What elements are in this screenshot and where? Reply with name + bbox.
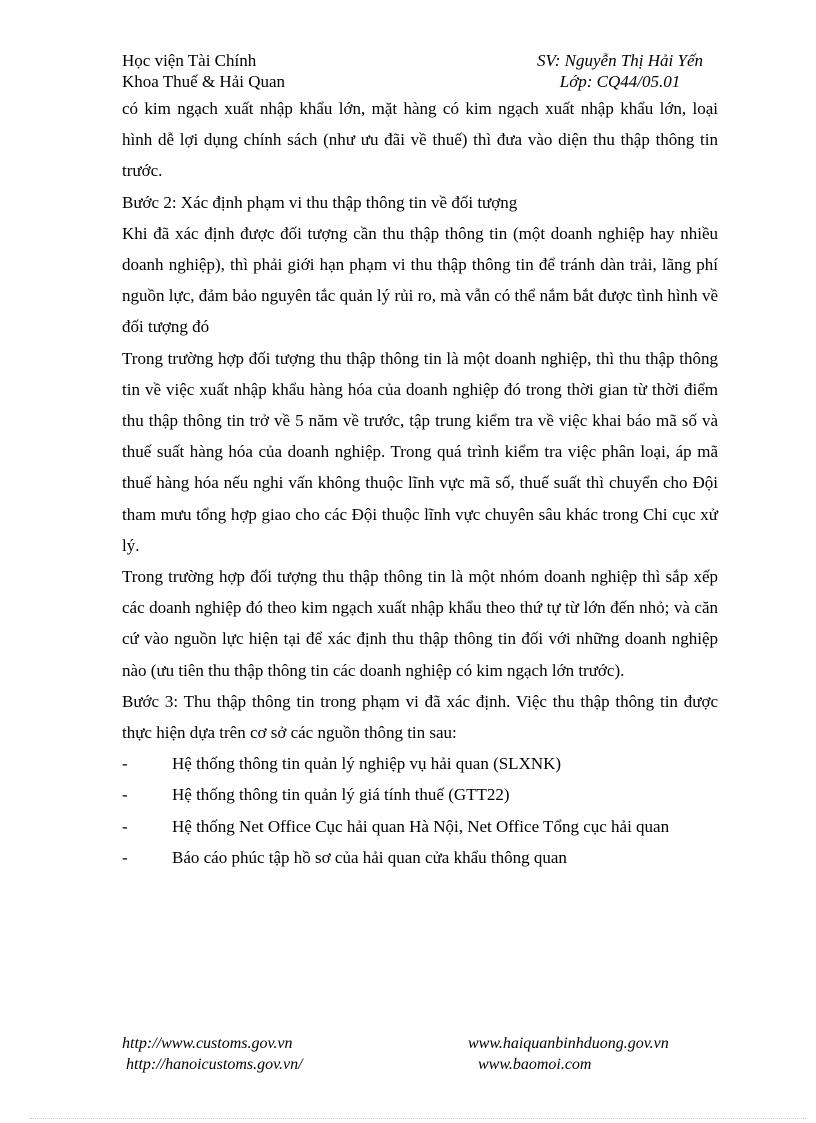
step-heading: Bước 2: Xác định phạm vi thu thập thông tin về đối tượng <box>122 192 518 212</box>
page-bottom-divider <box>30 1118 806 1119</box>
faculty-name: Khoa Thuế & Hải Quan <box>122 72 286 91</box>
bullet-marker: - <box>122 785 128 805</box>
bullet-item <box>122 779 718 810</box>
paragraph: Trong trường hợp đối tượng thu thập thông tin là một nhóm doanh nghiệp thì sắp xếp các doanh nghiệp đó theo kim ngạch xuất nhập khẩu theo thứ tự từ lớn đến nhỏ; và căn cứ vào nguồn lực hiện tại để xác định thu thập thông tin đối với những doanh nghiệp nào (ưu tiên thu thập thông tin các doanh nghiệp có kim ngạch lớn trước). <box>122 567 718 680</box>
page-header-right <box>500 50 740 92</box>
paragraph: Khi đã xác định được đối tượng cần thu thập thông tin (một doanh nghiệp hay nhiều doanh nghiệp), thì phải giới hạn phạm vi thu thập thông tin để tránh dàn trải, lãng phí nguồn lực, đảm bảo nguyên tắc quản lý rủi ro, mà vẫn có thể nắm bắt được tình hình về đối tượng đó <box>122 223 718 337</box>
student-name: SV: Nguyễn Thị Hải Yến <box>536 51 704 70</box>
bullet-marker: - <box>122 847 128 867</box>
page-header-left <box>122 50 285 92</box>
paragraph: có kim ngạch xuất nhập khẩu lớn, mặt hàng có kim ngạch xuất nhập khẩu lớn, loại hình dễ lợi dụng chính sách (như ưu đãi về thuế) thì đưa vào diện thu thập thông tin trước. <box>122 99 718 181</box>
page-footer-left <box>122 1033 303 1075</box>
footer-link-customs[interactable]: http://www.customs.gov.vn <box>122 1035 293 1052</box>
institute-name: Học viện Tài Chính <box>122 51 257 70</box>
bullet-item <box>122 748 718 779</box>
footer-link-haiquanbinhduong[interactable]: www.haiquanbinhduong.gov.vn <box>468 1035 669 1052</box>
bullet-item <box>122 842 718 873</box>
page-footer-right <box>468 1033 669 1075</box>
footer-link-hanoicustoms[interactable]: http://hanoicustoms.gov.vn/ <box>126 1056 303 1073</box>
paragraph: Bước 3: Thu thập thông tin trong phạm vi đã xác định. Việc thu thập thông tin được thực hiện dựa trên cơ sở các nguồn thông tin sau: <box>122 691 718 743</box>
class-code: Lớp: CQ44/05.01 <box>559 72 681 91</box>
bullet-text: Hệ thống thông tin quản lý nghiệp vụ hải quan (SLXNK) <box>172 754 562 774</box>
document-body <box>122 93 718 873</box>
bullet-marker: - <box>122 754 128 774</box>
bullet-text: Hệ thống thông tin quản lý giá tính thuế (GTT22) <box>172 785 510 805</box>
paragraph: Trong trường hợp đối tượng thu thập thông tin là một doanh nghiệp, thì thu thập thông tin về việc xuất nhập khẩu hàng hóa của doanh nghiệp đó trong thời gian từ thời điểm thu thập thông tin trở về 5 năm về trước, tập trung kiểm tra về việc khai báo mã số và thuế suất hàng hóa của doanh nghiệp. Trong quá trình kiểm tra việc phân loại, áp mã thuế hàng hóa nếu nghi vấn không thuộc lĩnh vực mã số, thuế suất thì chuyển cho Đội tham mưu tổng hợp giao cho các Đội thuộc lĩnh vực chuyên sâu khác trong Chi cục xử lý. <box>122 348 718 555</box>
bullet-marker: - <box>122 816 128 836</box>
footer-link-baomoi[interactable]: www.baomoi.com <box>478 1056 592 1073</box>
bullet-text: Hệ thống Net Office Cục hải quan Hà Nội, Net Office Tổng cục hải quan <box>172 816 670 836</box>
bullet-text: Báo cáo phúc tập hồ sơ của hải quan cửa khẩu thông quan <box>172 847 567 867</box>
bullet-item <box>122 811 718 842</box>
